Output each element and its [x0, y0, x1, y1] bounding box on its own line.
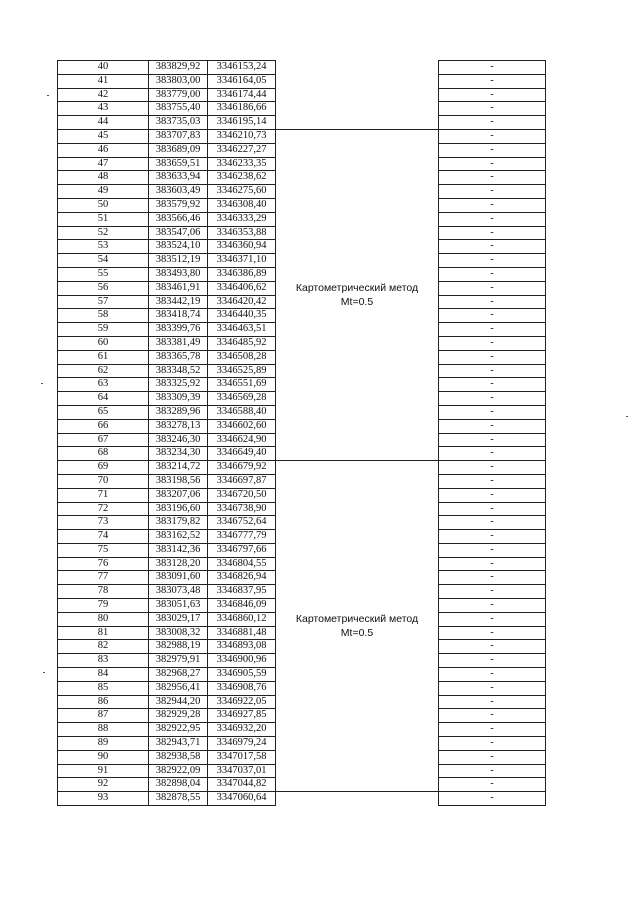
note-cell: -	[439, 434, 545, 448]
note-cell: -	[439, 337, 545, 351]
note-cell: -	[439, 75, 545, 89]
table-row	[58, 503, 275, 517]
note-cell: -	[439, 351, 545, 365]
point-number-cell: 72	[58, 503, 149, 516]
y-coordinate-cell: 3347037,01	[216, 764, 267, 776]
x-coordinate-cell: 382878,55	[149, 792, 208, 805]
note-cell: -	[439, 171, 545, 185]
table-row	[58, 544, 275, 558]
x-coordinate-cell: 382944,20	[149, 696, 208, 709]
table-row	[58, 765, 275, 779]
x-coordinate-cell: 383051,63	[149, 599, 208, 612]
x-coordinate-cell: 383348,52	[149, 365, 208, 378]
point-number-cell: 59	[58, 323, 149, 336]
note-cell: -	[439, 640, 545, 654]
note-cell: -	[439, 447, 545, 461]
x-coordinate-cell: 382956,41	[149, 682, 208, 695]
y-coordinate-cell: 3346837,95	[216, 585, 267, 597]
y-coordinate-cell: 3346164,05	[216, 74, 267, 86]
x-coordinate-cell: 383524,10	[149, 240, 208, 253]
x-coordinate-cell: 383309,39	[149, 392, 208, 405]
method-label	[276, 281, 438, 309]
y-coordinate-cell: 3346153,24	[216, 61, 267, 72]
note-cell: -	[439, 627, 545, 641]
x-coordinate-cell: 383234,30	[149, 447, 208, 460]
y-coordinate-cell: 3346485,92	[216, 336, 267, 348]
note-cell: -	[439, 461, 545, 475]
note-cell: -	[439, 792, 545, 806]
y-coordinate-cell: 3346881,48	[216, 626, 267, 638]
y-coordinate-cell: 3346360,94	[216, 240, 267, 252]
table-row	[58, 392, 275, 406]
x-coordinate-cell: 383803,00	[149, 75, 208, 88]
x-coordinate-cell: 383579,92	[149, 199, 208, 212]
x-coordinate-cell: 383547,06	[149, 227, 208, 240]
note-cell: -	[439, 558, 545, 572]
note-cell: -	[439, 737, 545, 751]
x-coordinate-cell: 383829,92	[149, 61, 208, 74]
y-coordinate-cell: 3346238,62	[216, 171, 267, 183]
table-row	[58, 792, 275, 806]
table-row	[58, 89, 275, 103]
point-number-cell: 53	[58, 240, 149, 253]
y-coordinate-cell: 3346210,73	[216, 129, 267, 141]
note-cell: -	[439, 709, 545, 723]
table-row	[58, 254, 275, 268]
x-coordinate-cell: 383418,74	[149, 309, 208, 322]
note-cell: -	[439, 254, 545, 268]
y-coordinate-cell: 3346275,60	[216, 185, 267, 197]
point-number-cell: 40	[58, 61, 149, 74]
table-row	[58, 268, 275, 282]
point-number-cell: 69	[58, 461, 149, 474]
x-coordinate-cell: 383442,19	[149, 296, 208, 309]
note-cell: -	[439, 282, 545, 296]
note-cell: -	[439, 392, 545, 406]
x-coordinate-cell: 383289,96	[149, 406, 208, 419]
x-coordinate-cell: 382922,95	[149, 723, 208, 736]
x-coordinate-cell: 383214,72	[149, 461, 208, 474]
table-row	[58, 227, 275, 241]
point-number-cell: 56	[58, 282, 149, 295]
x-coordinate-cell: 383008,32	[149, 627, 208, 640]
x-coordinate-cell: 382943,71	[149, 737, 208, 750]
note-cell: -	[439, 778, 545, 792]
x-coordinate-cell: 383461,91	[149, 282, 208, 295]
y-coordinate-cell: 3346508,28	[216, 350, 267, 362]
point-number-cell: 73	[58, 516, 149, 529]
y-coordinate-cell: 3346804,55	[216, 557, 267, 569]
y-coordinate-cell: 3346420,42	[216, 295, 267, 307]
point-number-cell: 87	[58, 709, 149, 722]
table-row	[58, 516, 275, 530]
table-row	[58, 61, 275, 75]
note-cell: -	[439, 268, 545, 282]
y-coordinate-cell: 3346525,89	[216, 364, 267, 376]
table-row	[58, 682, 275, 696]
method-accuracy: Mt=0.5	[340, 626, 374, 639]
y-coordinate-cell: 3346649,40	[216, 447, 267, 459]
table-row	[58, 171, 275, 185]
table-row	[58, 406, 275, 420]
y-coordinate-cell: 3346551,69	[216, 378, 267, 390]
y-coordinate-cell: 3346602,60	[216, 419, 267, 431]
x-coordinate-cell: 383278,13	[149, 420, 208, 433]
point-number-cell: 50	[58, 199, 149, 212]
point-number-cell: 49	[58, 185, 149, 198]
group-separator-line	[276, 791, 438, 792]
y-coordinate-cell: 3346932,20	[216, 723, 267, 735]
point-number-cell: 55	[58, 268, 149, 281]
scan-speck	[41, 383, 43, 384]
x-coordinate-cell: 383073,48	[149, 585, 208, 598]
note-cell: -	[439, 571, 545, 585]
note-cell: -	[439, 723, 545, 737]
point-number-cell: 51	[58, 213, 149, 226]
note-cell: -	[439, 516, 545, 530]
note-cell: -	[439, 130, 545, 144]
point-number-cell: 74	[58, 530, 149, 543]
note-cell: -	[439, 406, 545, 420]
table-row	[58, 778, 275, 792]
note-cell: -	[439, 227, 545, 241]
point-number-cell: 61	[58, 351, 149, 364]
x-coordinate-cell: 383162,52	[149, 530, 208, 543]
y-coordinate-cell: 3346979,24	[216, 737, 267, 749]
x-coordinate-cell: 382929,28	[149, 709, 208, 722]
point-number-cell: 71	[58, 489, 149, 502]
table-row	[58, 599, 275, 613]
y-coordinate-cell: 3346624,90	[216, 433, 267, 445]
y-coordinate-cell: 3346908,76	[216, 681, 267, 693]
x-coordinate-cell: 383381,49	[149, 337, 208, 350]
y-coordinate-cell: 3346826,94	[216, 571, 267, 583]
note-cell: -	[439, 296, 545, 310]
y-coordinate-cell: 3347044,82	[216, 778, 267, 790]
y-coordinate-cell: 3347060,64	[216, 792, 267, 804]
x-coordinate-cell: 382968,27	[149, 668, 208, 681]
x-coordinate-cell: 383633,94	[149, 171, 208, 184]
y-coordinate-cell: 3346227,27	[216, 143, 267, 155]
table-row	[58, 75, 275, 89]
note-cell: -	[439, 158, 545, 172]
table-row	[58, 378, 275, 392]
point-number-cell: 52	[58, 227, 149, 240]
note-cell: -	[439, 199, 545, 213]
note-cell: -	[439, 668, 545, 682]
note-cell: -	[439, 765, 545, 779]
note-cell: -	[439, 309, 545, 323]
note-cell: -	[439, 475, 545, 489]
y-coordinate-cell: 3346588,40	[216, 405, 267, 417]
y-coordinate-cell: 3346846,09	[216, 599, 267, 611]
table-row	[58, 737, 275, 751]
note-cell: -	[439, 751, 545, 765]
table-row	[58, 282, 275, 296]
y-coordinate-cell: 3346308,40	[216, 198, 267, 210]
note-cell: -	[439, 489, 545, 503]
x-coordinate-cell: 383207,06	[149, 489, 208, 502]
table-row	[58, 751, 275, 765]
point-number-cell: 66	[58, 420, 149, 433]
point-number-cell: 64	[58, 392, 149, 405]
y-coordinate-cell: 3346893,08	[216, 640, 267, 652]
table-row	[58, 530, 275, 544]
note-cell: -	[439, 585, 545, 599]
note-cell: -	[439, 323, 545, 337]
table-row	[58, 309, 275, 323]
table-row	[58, 668, 275, 682]
table-row	[58, 102, 275, 116]
point-number-cell: 86	[58, 696, 149, 709]
y-coordinate-cell: 3346440,35	[216, 309, 267, 321]
note-cell: -	[439, 613, 545, 627]
table-row	[58, 613, 275, 627]
x-coordinate-cell: 382922,09	[149, 765, 208, 778]
table-row	[58, 627, 275, 641]
method-name: Картометрический метод	[295, 281, 419, 294]
x-coordinate-cell: 383142,36	[149, 544, 208, 557]
coordinates-table	[57, 60, 276, 806]
note-cell: -	[439, 61, 545, 75]
note-cell: -	[439, 530, 545, 544]
table-row	[58, 130, 275, 144]
method-label	[276, 612, 438, 640]
y-coordinate-cell: 3346922,05	[216, 695, 267, 707]
point-number-cell: 88	[58, 723, 149, 736]
x-coordinate-cell: 383091,60	[149, 571, 208, 584]
x-coordinate-cell: 383246,30	[149, 434, 208, 447]
y-coordinate-cell: 3346777,79	[216, 530, 267, 542]
notes-column	[438, 60, 546, 806]
point-number-cell: 45	[58, 130, 149, 143]
note-cell: -	[439, 696, 545, 710]
y-coordinate-cell: 3346174,44	[216, 88, 267, 100]
point-number-cell: 65	[58, 406, 149, 419]
x-coordinate-cell: 383603,49	[149, 185, 208, 198]
y-coordinate-cell: 3346569,28	[216, 392, 267, 404]
point-number-cell: 82	[58, 640, 149, 653]
x-coordinate-cell: 383735,03	[149, 116, 208, 129]
y-coordinate-cell: 3346233,35	[216, 157, 267, 169]
scan-speck	[626, 416, 628, 417]
table-row	[58, 116, 275, 130]
y-coordinate-cell: 3346738,90	[216, 502, 267, 514]
y-coordinate-cell: 3346463,51	[216, 323, 267, 335]
y-coordinate-cell: 3346371,10	[216, 254, 267, 266]
y-coordinate-cell: 3346720,50	[216, 488, 267, 500]
x-coordinate-cell: 383128,20	[149, 558, 208, 571]
note-cell: -	[439, 682, 545, 696]
point-number-cell: 75	[58, 544, 149, 557]
point-number-cell: 57	[58, 296, 149, 309]
table-row	[58, 240, 275, 254]
table-row	[58, 475, 275, 489]
x-coordinate-cell: 383179,82	[149, 516, 208, 529]
point-number-cell: 62	[58, 365, 149, 378]
x-coordinate-cell: 383512,19	[149, 254, 208, 267]
point-number-cell: 67	[58, 434, 149, 447]
point-number-cell: 44	[58, 116, 149, 129]
x-coordinate-cell: 383198,56	[149, 475, 208, 488]
point-number-cell: 78	[58, 585, 149, 598]
point-number-cell: 68	[58, 447, 149, 460]
x-coordinate-cell: 383399,76	[149, 323, 208, 336]
table-row	[58, 585, 275, 599]
point-number-cell: 46	[58, 144, 149, 157]
scan-speck	[47, 95, 49, 96]
y-coordinate-cell: 3346752,64	[216, 516, 267, 528]
note-cell: -	[439, 378, 545, 392]
point-number-cell: 93	[58, 792, 149, 805]
y-coordinate-cell: 3346353,88	[216, 226, 267, 238]
note-cell: -	[439, 240, 545, 254]
point-number-cell: 76	[58, 558, 149, 571]
note-cell: -	[439, 503, 545, 517]
y-coordinate-cell: 3346333,29	[216, 212, 267, 224]
note-cell: -	[439, 89, 545, 103]
point-number-cell: 60	[58, 337, 149, 350]
point-number-cell: 85	[58, 682, 149, 695]
y-coordinate-cell: 3346195,14	[216, 116, 267, 128]
note-cell: -	[439, 102, 545, 116]
y-coordinate-cell: 3346797,66	[216, 543, 267, 555]
x-coordinate-cell: 382988,19	[149, 640, 208, 653]
point-number-cell: 42	[58, 89, 149, 102]
point-number-cell: 84	[58, 668, 149, 681]
x-coordinate-cell: 383365,78	[149, 351, 208, 364]
x-coordinate-cell: 382979,91	[149, 654, 208, 667]
table-row	[58, 489, 275, 503]
x-coordinate-cell: 383493,80	[149, 268, 208, 281]
note-cell: -	[439, 544, 545, 558]
x-coordinate-cell: 382898,04	[149, 778, 208, 791]
table-row	[58, 640, 275, 654]
y-coordinate-cell: 3346927,85	[216, 709, 267, 721]
x-coordinate-cell: 383779,00	[149, 89, 208, 102]
table-row	[58, 696, 275, 710]
table-row	[58, 365, 275, 379]
point-number-cell: 89	[58, 737, 149, 750]
table-row	[58, 434, 275, 448]
point-number-cell: 70	[58, 475, 149, 488]
point-number-cell: 48	[58, 171, 149, 184]
table-row	[58, 185, 275, 199]
table-row	[58, 654, 275, 668]
y-coordinate-cell: 3346697,87	[216, 474, 267, 486]
table-row	[58, 447, 275, 461]
x-coordinate-cell: 383566,46	[149, 213, 208, 226]
note-cell: -	[439, 654, 545, 668]
y-coordinate-cell: 3346900,96	[216, 654, 267, 666]
table-row	[58, 296, 275, 310]
point-number-cell: 43	[58, 102, 149, 115]
y-coordinate-cell: 3346386,89	[216, 267, 267, 279]
point-number-cell: 77	[58, 571, 149, 584]
note-cell: -	[439, 365, 545, 379]
scan-speck	[43, 672, 45, 673]
y-coordinate-cell: 3346860,12	[216, 612, 267, 624]
note-cell: -	[439, 144, 545, 158]
note-cell: -	[439, 213, 545, 227]
table-row	[58, 351, 275, 365]
x-coordinate-cell: 383755,40	[149, 102, 208, 115]
point-number-cell: 47	[58, 158, 149, 171]
y-coordinate-cell: 3346406,62	[216, 281, 267, 293]
table-row	[58, 723, 275, 737]
point-number-cell: 83	[58, 654, 149, 667]
note-cell: -	[439, 420, 545, 434]
table-row	[58, 558, 275, 572]
point-number-cell: 54	[58, 254, 149, 267]
table-row	[58, 158, 275, 172]
point-number-cell: 58	[58, 309, 149, 322]
point-number-cell: 90	[58, 751, 149, 764]
x-coordinate-cell: 382938,58	[149, 751, 208, 764]
table-row	[58, 709, 275, 723]
point-number-cell: 92	[58, 778, 149, 791]
y-coordinate-cell: 3346186,66	[216, 102, 267, 114]
table-row	[58, 144, 275, 158]
table-row	[58, 461, 275, 475]
point-number-cell: 41	[58, 75, 149, 88]
x-coordinate-cell: 383659,51	[149, 158, 208, 171]
table-row	[58, 323, 275, 337]
y-coordinate-cell: 3346905,59	[216, 668, 267, 680]
x-coordinate-cell: 383196,60	[149, 503, 208, 516]
x-coordinate-cell: 383325,92	[149, 378, 208, 391]
method-accuracy: Mt=0.5	[340, 295, 374, 308]
point-number-cell: 63	[58, 378, 149, 391]
x-coordinate-cell: 383707,83	[149, 130, 208, 143]
group-separator-line	[276, 129, 438, 130]
table-row	[58, 337, 275, 351]
table-row	[58, 199, 275, 213]
group-separator-line	[276, 460, 438, 461]
note-cell: -	[439, 116, 545, 130]
note-cell: -	[439, 599, 545, 613]
point-number-cell: 79	[58, 599, 149, 612]
table-row	[58, 420, 275, 434]
method-name: Картометрический метод	[295, 612, 419, 625]
point-number-cell: 80	[58, 613, 149, 626]
point-number-cell: 91	[58, 765, 149, 778]
y-coordinate-cell: 3347017,58	[216, 750, 267, 762]
table-row	[58, 571, 275, 585]
note-cell: -	[439, 185, 545, 199]
point-number-cell: 81	[58, 627, 149, 640]
y-coordinate-cell: 3346679,92	[216, 461, 267, 473]
x-coordinate-cell: 383689,09	[149, 144, 208, 157]
x-coordinate-cell: 383029,17	[149, 613, 208, 626]
table-row	[58, 213, 275, 227]
